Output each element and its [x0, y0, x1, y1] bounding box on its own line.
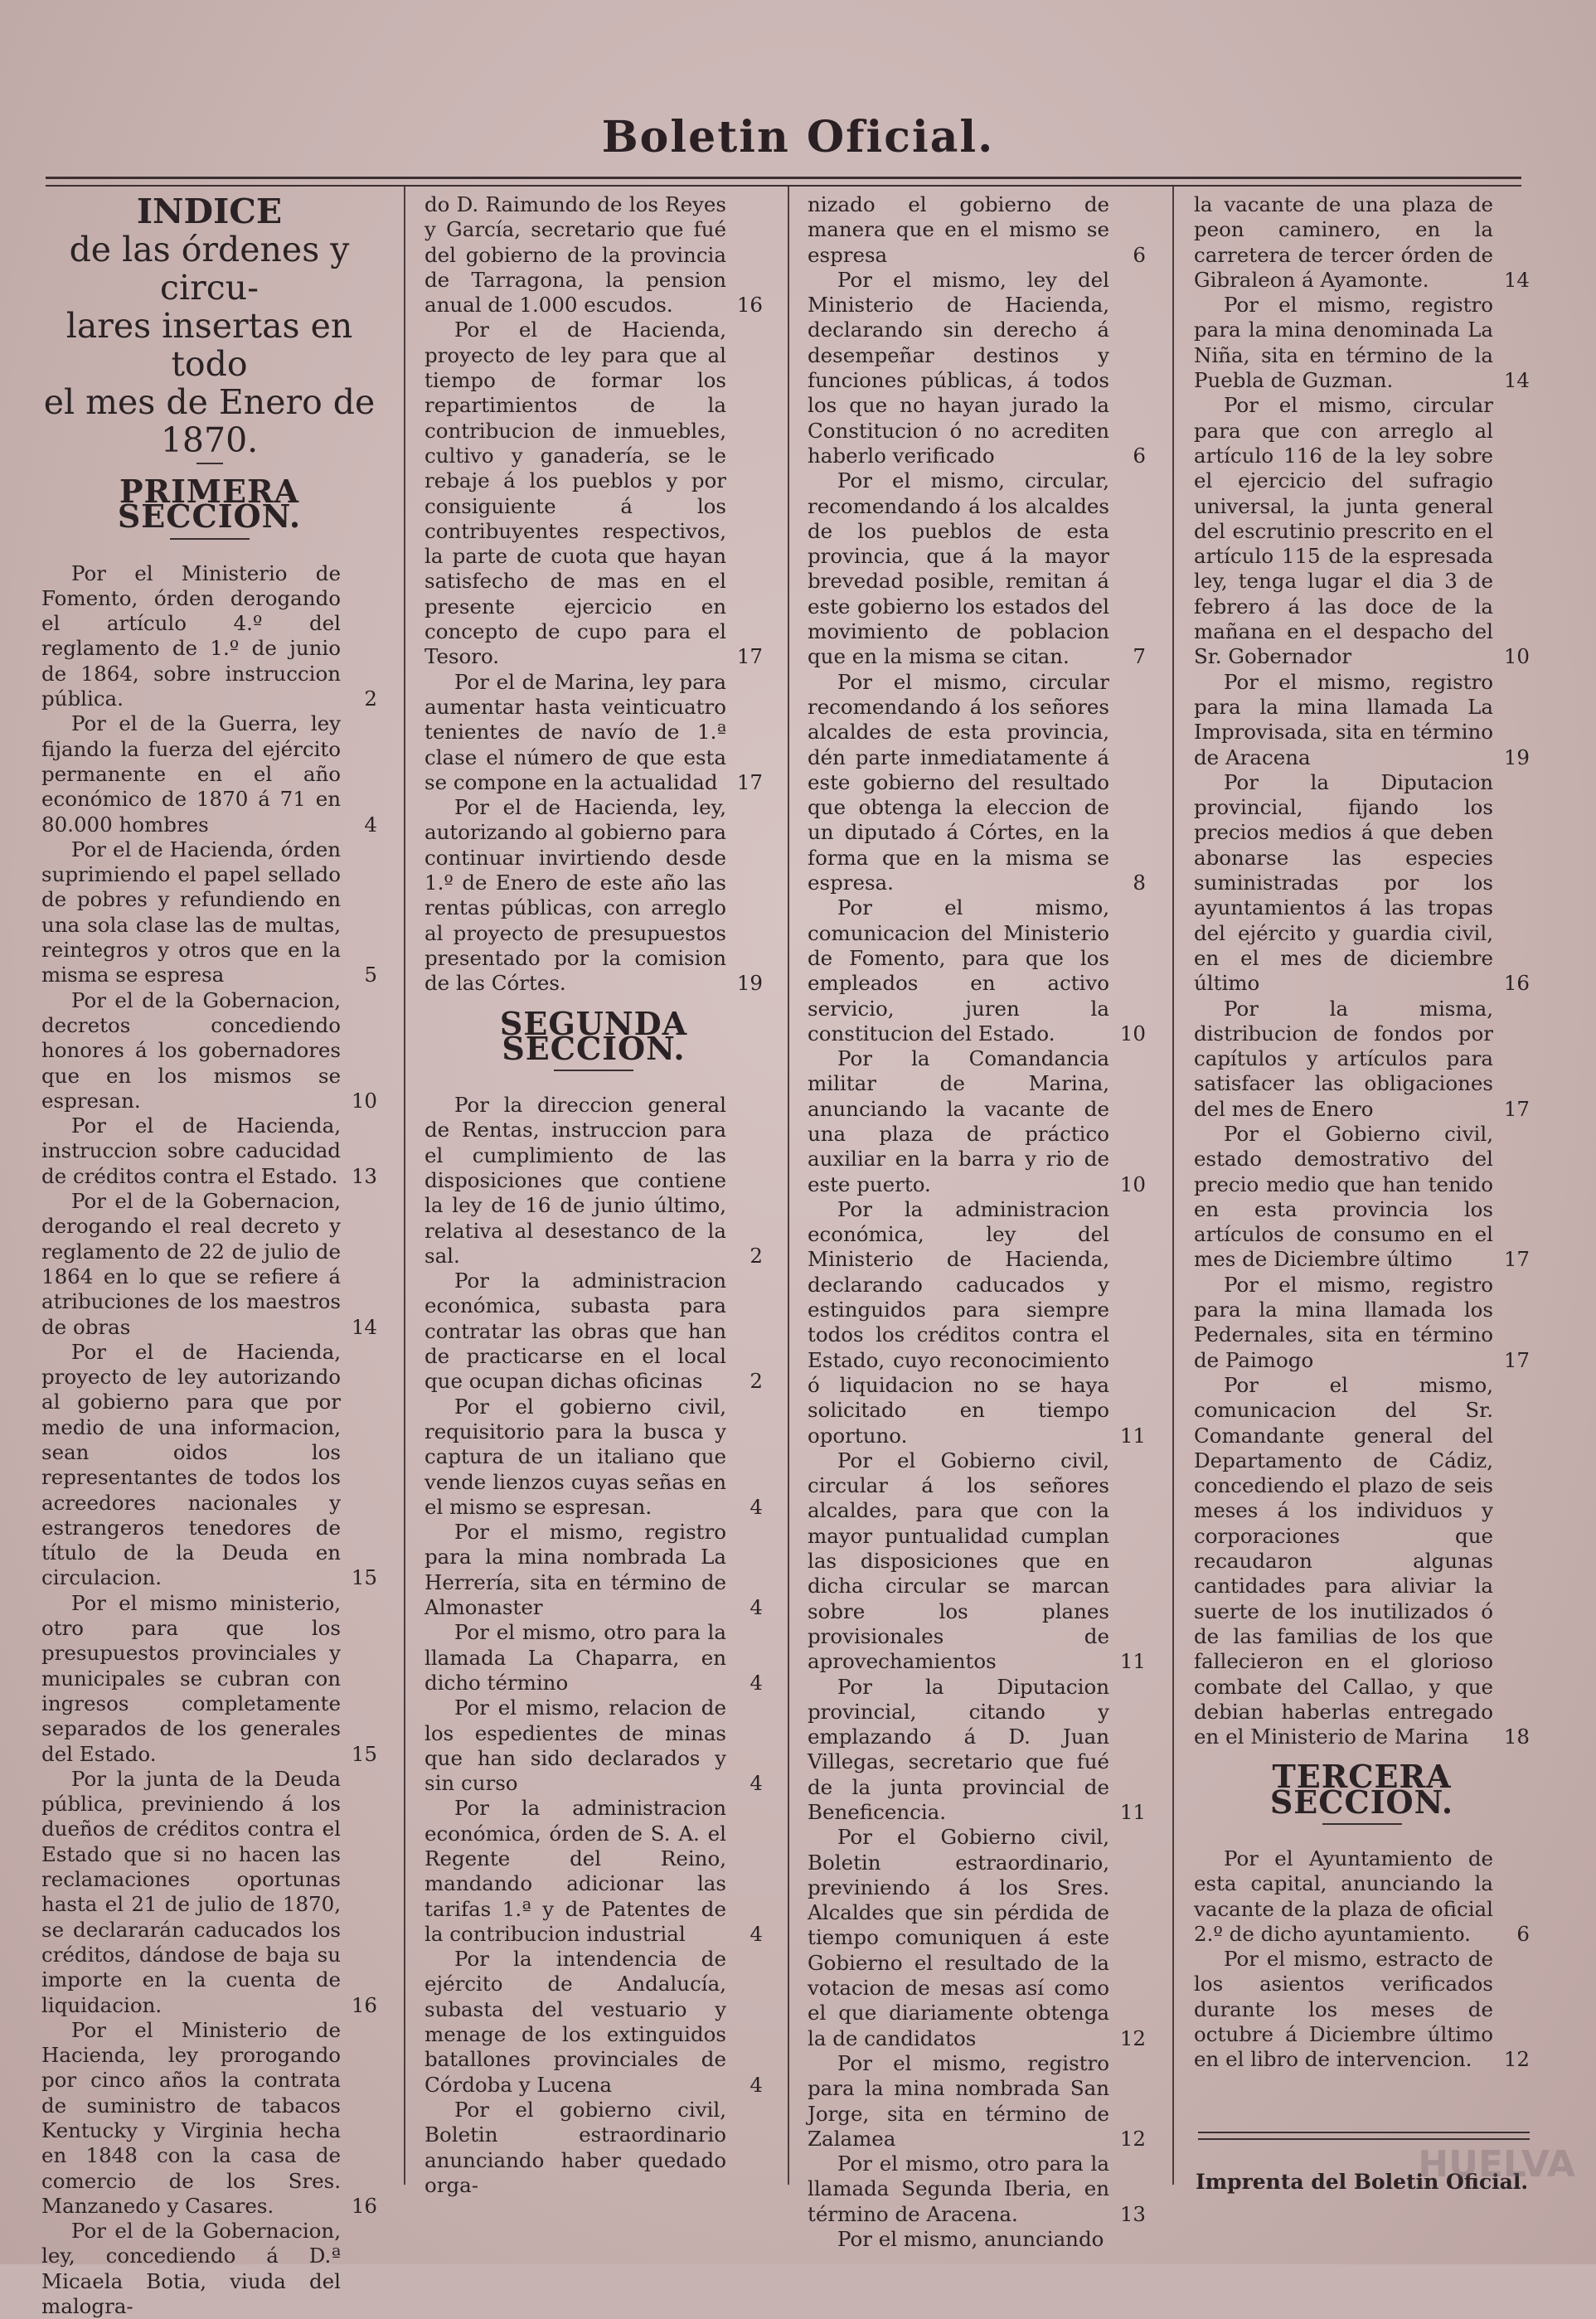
index-entry: [808, 268, 1146, 468]
entry-text: Por el mismo, comunicacion del Sr. Comandante general del Departamento de Cádiz, concediendo el plazo de seis meses á los individuos y corporaciones que recaudaron algunas cantidades para aliviar la suerte de los inutilizados ó de las familias de los que fallecieron en el glorioso combate del Callao, y que debian haberlas entregado en el Ministerio de Marina: [1194, 1372, 1493, 1749]
entries-col4-tercera: [1194, 1846, 1530, 2073]
index-entry: [41, 2018, 377, 2219]
index-entry: [808, 2051, 1146, 2152]
entry-page-number: 17: [1503, 1247, 1530, 1272]
entry-text: Por la administracion económica, ley del Ministerio de Hacienda, declarando caducados y estinguidos para siempre todos los créditos contra el Estado, cuyo reconocimiento ó liquidacion no se haya solicitado en tiempo oportuno.: [808, 1196, 1109, 1448]
entry-page-number: 14: [1503, 368, 1530, 393]
section-rule: [554, 1070, 633, 1071]
entry-page-number: 10: [1503, 644, 1530, 669]
index-entry: [41, 1340, 377, 1591]
entries-col2-segunda: [424, 1093, 763, 2198]
title-dash: [196, 463, 223, 464]
index-entry: [424, 670, 763, 795]
entry-text: Por la Diputacion provincial, citando y emplazando á D. Juan Villegas, secretario que fué de la junta provincial de Beneficencia.: [808, 1674, 1109, 1824]
entry-page-number: 7: [1133, 644, 1146, 669]
entry-text: Por el de la Guerra, ley fijando la fuerza del ejército permanente en el año económico de 1870 á 71 en 80.000 hombres: [41, 711, 341, 837]
section-heading-primera: PRIMERA SECCION.: [117, 473, 302, 536]
entry-text: Por la intendencia de ejército de Andalucía, subasta del vestuario y menage de los extinguidos batallones provinciales de Córdoba y Lucena: [424, 1947, 726, 2097]
index-title-line: el mes de Enero de: [43, 382, 376, 422]
index-entry: [424, 1269, 763, 1394]
entry-page-number: 4: [749, 1494, 763, 1519]
index-entry: [1194, 1373, 1530, 1749]
entry-text: Por el mismo, estracto de los asientos verificados durante los meses de octubre á Diciembre último en el libro de intervencion.: [1194, 1947, 1493, 2072]
entry-page-number: 10: [351, 1088, 377, 1113]
index-entry: [41, 1591, 377, 1767]
index-entry: [808, 2227, 1146, 2252]
index-title-line: INDICE: [136, 192, 283, 231]
entry-page-number: 16: [351, 1992, 377, 2017]
index-title-line: 1870.: [160, 420, 259, 460]
entries-col4: [1194, 192, 1530, 1749]
entry-page-number: 12: [1503, 2047, 1530, 2072]
entry-page-number: 12: [1119, 2025, 1146, 2050]
entries-col2: [424, 192, 763, 997]
section-rule: [170, 538, 250, 540]
entry-text: Por el mismo ministerio, otro para que los presupuestos provinciales y municipales se cubran con ingresos completamente separados de los generales del Estado.: [41, 1590, 341, 1766]
entry-text: Por el Gobierno civil, Boletin estraordinario, previniendo á los Sres. Alcaldes que sin pérdida de tiempo comuniquen á este Gobierno el resultado de la votacion de mesas así como el que diariamente obtenga la de candidatos: [808, 1825, 1109, 2050]
section-rule: [1322, 1823, 1402, 1825]
entry-page-number: 4: [749, 1771, 763, 1796]
entry-text: Por el Ayuntamiento de esta capital, anunciando la vacante de la plaza de oficial 2.º de dicho ayuntamiento.: [1194, 1846, 1493, 1946]
entry-page-number: 2: [749, 1243, 763, 1268]
entry-text: Por el mismo, registro para la mina llamada los Pedernales, sita en término de Paimogo: [1194, 1272, 1493, 1372]
entry-page-number: 4: [749, 1670, 763, 1695]
entry-page-number: 4: [749, 1921, 763, 1946]
entry-page-number: 8: [1133, 871, 1146, 895]
entry-text: Por la Comandancia militar de Marina, anunciando la vacante de una plaza de práctico auxiliar en la barra y rio de este puerto.: [808, 1046, 1109, 1196]
entries-col1: [41, 561, 377, 2319]
index-entry: [1194, 293, 1530, 393]
entry-text: Por el de Marina, ley para aumentar hasta veinticuatro tenientes de navío de 1.ª clase el número de que esta se compone en la actualidad: [424, 669, 726, 794]
entry-page-number: 16: [351, 2193, 377, 2218]
index-entry: [41, 1113, 377, 1189]
index-entry: [808, 468, 1146, 669]
archive-watermark-logo: HUELVA: [1418, 2143, 1575, 2186]
index-entry: [41, 1767, 377, 2018]
entry-page-number: 6: [1133, 443, 1146, 468]
index-entry: [1194, 1846, 1530, 1947]
entries-col3: [808, 192, 1146, 2252]
entry-text: Por el mismo, registro para la mina denominada La Niña, sita en término de la Puebla de Guzman.: [1194, 293, 1493, 393]
entry-page-number: 14: [1503, 267, 1530, 292]
entry-text: Por el de Hacienda, proyecto de ley autorizando al gobierno para que por medio de una informacion, sean oidos los representantes de todos los acreedores nacionales y estrangeros tenedores de título de la Deuda en circulacion.: [41, 1339, 341, 1590]
index-entry: [808, 1197, 1146, 1448]
index-entry: [41, 837, 377, 988]
index-entry: [1194, 393, 1530, 669]
index-entry: [424, 1696, 763, 1796]
section-heading-tercera: TERCERA SECCION.: [1269, 1758, 1454, 1821]
entry-page-number: 17: [1503, 1347, 1530, 1372]
index-title: [41, 192, 377, 464]
imprint-rule: [1198, 2132, 1530, 2140]
entry-text: Por la misma, distribucion de fondos por capítulos y artículos para satisfacer las obligaciones del mes de Enero: [1194, 996, 1493, 1121]
entry-text: do D. Raimundo de los Reyes y García, secretario que fué del gobierno de la provincia de Tarragona, la pension anual de 1.000 escudos.: [424, 192, 726, 318]
entry-text: Por la direccion general de Rentas, instruccion para el cumplimiento de las disposiciones que contiene la ley de 16 de junio último, relativa al desestanco de la sal.: [424, 1093, 726, 1268]
entry-page-number: 13: [351, 1163, 377, 1188]
index-entry: [424, 1796, 763, 1947]
entry-page-number: 13: [1119, 2201, 1146, 2226]
index-entry: [1194, 770, 1530, 997]
entry-text: Por el Ministerio de Fomento, órden derogando el artículo 4.º del reglamento de 1.º de junio de 1864, sobre instruccion pública.: [41, 560, 341, 711]
index-entry: [41, 2219, 377, 2319]
entry-text: Por el mismo, circular para que con arreglo al artículo 116 de la ley sobre el ejercicio del sufragio universal, la junta general del escrutinio prescrito en el artículo 115 de la espresada ley, tenga lugar el dia 3 de febrero á las doce de la mañana en el despacho del Sr. Gobernador: [1194, 393, 1493, 669]
index-entry: [424, 1395, 763, 1520]
index-entry: [808, 1046, 1146, 1197]
entry-page-number: 17: [1503, 1096, 1530, 1121]
entry-page-number: 19: [736, 971, 763, 996]
index-entry: [424, 192, 763, 318]
index-entry: [424, 795, 763, 996]
entry-text: Por la administracion económica, órden de S. A. el Regente del Reino, mandando adicionar las tarifas 1.ª y de Patentes de la contribucion industrial: [424, 1796, 726, 1946]
entry-text: Por la Diputacion provincial, fijando los precios medios á que deben abonarse las especies suministradas por los ayuntamientos á las tropas del ejército y guardia civil, en el mes de diciembre último: [1194, 769, 1493, 996]
index-entry: [41, 711, 377, 837]
index-entry: [1194, 1273, 1530, 1373]
entry-page-number: 11: [1119, 1423, 1146, 1448]
entry-text: Por el de Hacienda, proyecto de ley para que al tiempo de formar los repartimientos de la contribucion de inmuebles, cultivo y ganadería, se le rebaje á los pueblos y por consiguiente á los contribuyentes respectivos, la parte de cuota que hayan satisfecho de mas en el presente ejercicio en concepto de cupo para el Tesoro.: [424, 318, 726, 669]
entry-page-number: 4: [749, 2072, 763, 2097]
entry-text: Por el mismo, otro para la llamada Segunda Iberia, en término de Aracena.: [808, 2152, 1109, 2226]
index-entry: [808, 192, 1146, 268]
index-entry: [808, 670, 1146, 896]
entry-page-number: 4: [749, 1595, 763, 1620]
entry-text: Por el mismo, otro para la llamada La Chaparra, en dicho término: [424, 1620, 726, 1695]
entry-page-number: 16: [1503, 971, 1530, 996]
masthead-rule: [46, 177, 1521, 187]
entry-page-number: 18: [1503, 1725, 1530, 1749]
entry-text: Por el de Hacienda, órden suprimiendo el papel sellado de pobres y refundiendo en una sola clase las de multas, reintegros y otros que en la misma se espresa: [41, 837, 341, 987]
entry-text: Por el gobierno civil, Boletin estraordinario anunciando haber quedado orga-: [424, 2097, 726, 2197]
index-entry: [424, 318, 763, 669]
column-4: [1194, 192, 1530, 2182]
entry-page-number: 17: [736, 644, 763, 669]
index-entry: [41, 561, 377, 712]
index-entry: [424, 2098, 763, 2198]
index-title-line: lares insertas en todo: [65, 306, 353, 384]
entry-text: Por el Ministerio de Hacienda, ley prorogando por cinco años la contrata de suministro de tabacos Kentucky y Virginia hecha en 1848 con la casa de comercio de los Sres. Manzanedo y Casares.: [41, 2017, 341, 2218]
index-entry: [808, 1448, 1146, 1675]
entry-text: Por el mismo, relacion de los espedientes de minas que han sido declarados y sin curso: [424, 1696, 726, 1796]
entry-text: nizado el gobierno de manera que en el mismo se espresa: [808, 192, 1109, 267]
entry-page-number: 6: [1133, 242, 1146, 267]
entry-text: Por el de la Gobernacion, derogando el real decreto y reglamento de 22 de julio de 1864 en lo que se refiere á atribuciones de los maestros de obras: [41, 1189, 341, 1339]
index-title-line: de las órdenes y circu-: [69, 230, 350, 308]
entry-text: Por el mismo, comunicacion del Ministerio de Fomento, para que los empleados en activo servicio, juren la constitucion del Estado.: [808, 895, 1109, 1045]
entry-page-number: 19: [1503, 745, 1530, 769]
column-divider: [1172, 187, 1174, 2185]
entry-page-number: 10: [1119, 1172, 1146, 1196]
entry-page-number: 16: [736, 293, 763, 318]
entry-text: Por el Gobierno civil, circular á los señores alcaldes, para que con la mayor puntualidad cumplan las disposiciones que en dicha circular se marcan sobre los planes provisionales de aprovechamientos: [808, 1448, 1109, 1674]
entry-page-number: 15: [351, 1741, 377, 1766]
entry-page-number: 14: [351, 1314, 377, 1339]
index-entry: [41, 1189, 377, 1340]
entry-text: Por el Gobierno civil, estado demostrativo del precio medio que han tenido en esta provincia los artículos de consumo en el mes de Diciembre último: [1194, 1121, 1493, 1272]
index-entry: [1194, 1947, 1530, 2072]
column-divider: [788, 187, 789, 2185]
entry-page-number: 4: [364, 812, 377, 837]
index-entry: [808, 1825, 1146, 2051]
entry-page-number: 12: [1119, 2126, 1146, 2151]
entry-page-number: 15: [351, 1565, 377, 1590]
entry-text: Por el de Hacienda, instruccion sobre caducidad de créditos contra el Estado.: [41, 1113, 341, 1188]
entry-text: Por el de la Gobernacion, ley, concediendo á D.ª Micaela Botia, viuda del malogra-: [41, 2219, 341, 2319]
entry-text: Por el mismo, ley del Ministerio de Hacienda, declarando sin derecho á desempeñar destinos y funciones públicas, á todos los que no hayan jurado la Constitucion ó no acrediten haberlo verificado: [808, 267, 1109, 468]
column-2: [424, 192, 763, 2197]
entry-page-number: 2: [749, 1369, 763, 1394]
entry-page-number: 11: [1119, 1800, 1146, 1824]
entry-text: Por la administracion económica, subasta para contratar las obras que han de practicarse en el local que ocupan dichas oficinas: [424, 1269, 726, 1394]
masthead-title: Boletin Oficial.: [601, 112, 995, 163]
entry-text: Por el gobierno civil, requisitorio para la busca y captura de un italiano que vende lienzos cuyas señas en el mismo se espresan.: [424, 1394, 726, 1519]
index-entry: [808, 2152, 1146, 2227]
index-entry: [424, 1093, 763, 1269]
imprint-line: Imprenta del Boletin Oficial.: [1195, 2170, 1529, 2194]
index-entry: [424, 1947, 763, 2098]
entry-text: Por el de Hacienda, ley, autorizando al gobierno para continuar invirtiendo desde 1.º de Enero de este año las rentas públicas, con arreglo al proyecto de presupuestos presentado por la comision de las Córtes.: [424, 795, 726, 996]
index-entry: [1194, 670, 1530, 770]
index-entry: [41, 988, 377, 1113]
index-entry: [808, 895, 1146, 1046]
entry-page-number: 17: [736, 769, 763, 794]
index-entry: [424, 1520, 763, 1620]
index-entry: [424, 1620, 763, 1696]
entry-text: Por el de la Gobernacion, decretos concediendo honores á los gobernadores que en los mismos se espresan.: [41, 987, 341, 1113]
index-entry: [1194, 192, 1530, 293]
index-entry: [808, 1675, 1146, 1826]
index-entry: [1194, 1122, 1530, 1273]
entry-text: Por el mismo, anunciando: [837, 2227, 1104, 2252]
entry-page-number: 6: [1516, 1921, 1530, 1946]
entry-text: Por el mismo, circular recomendando á los señores alcaldes de esta provincia, dén parte inmediatamente á este gobierno del resultado que obtenga la eleccion de un diputado á Córtes, en la forma que en la misma se espresa.: [808, 669, 1109, 895]
entry-text: la vacante de una plaza de peon caminero, en la carretera de tercer órden de Gibraleon á Ayamonte.: [1194, 192, 1493, 292]
entry-page-number: 2: [364, 686, 377, 711]
entry-page-number: 10: [1119, 1021, 1146, 1045]
entry-page-number: 5: [364, 963, 377, 987]
entry-text: Por el mismo, registro para la mina llamada La Improvisada, sita en término de Aracena: [1194, 669, 1493, 769]
section-heading-segunda: SEGUNDA SECCION.: [499, 1004, 688, 1067]
column-1: [41, 192, 377, 2319]
entry-text: Por la junta de la Deuda pública, previniendo á los dueños de créditos contra el Estado que si no hacen las reclamaciones oportunas hasta el 21 de julio de 1870, se declararán caducados los créditos, dándose de baja su importe en la cuenta de liquidacion.: [41, 1766, 341, 2017]
entry-text: Por el mismo, registro para la mina nombrada San Jorge, sita en término de Zalamea: [808, 2050, 1109, 2151]
entry-text: Por el mismo, circular, recomendando á los alcaldes de los pueblos de esta provincia, que á la mayor brevedad posible, remitan á este gobierno los estados del movimiento de poblacion que en la misma se citan.: [808, 468, 1109, 669]
entry-text: Por el mismo, registro para la mina nombrada La Herrería, sita en término de Almonaster: [424, 1520, 726, 1620]
entry-page-number: 11: [1119, 1649, 1146, 1674]
column-3: [808, 192, 1146, 2252]
index-entry: [1194, 997, 1530, 1122]
column-divider: [404, 187, 405, 2185]
